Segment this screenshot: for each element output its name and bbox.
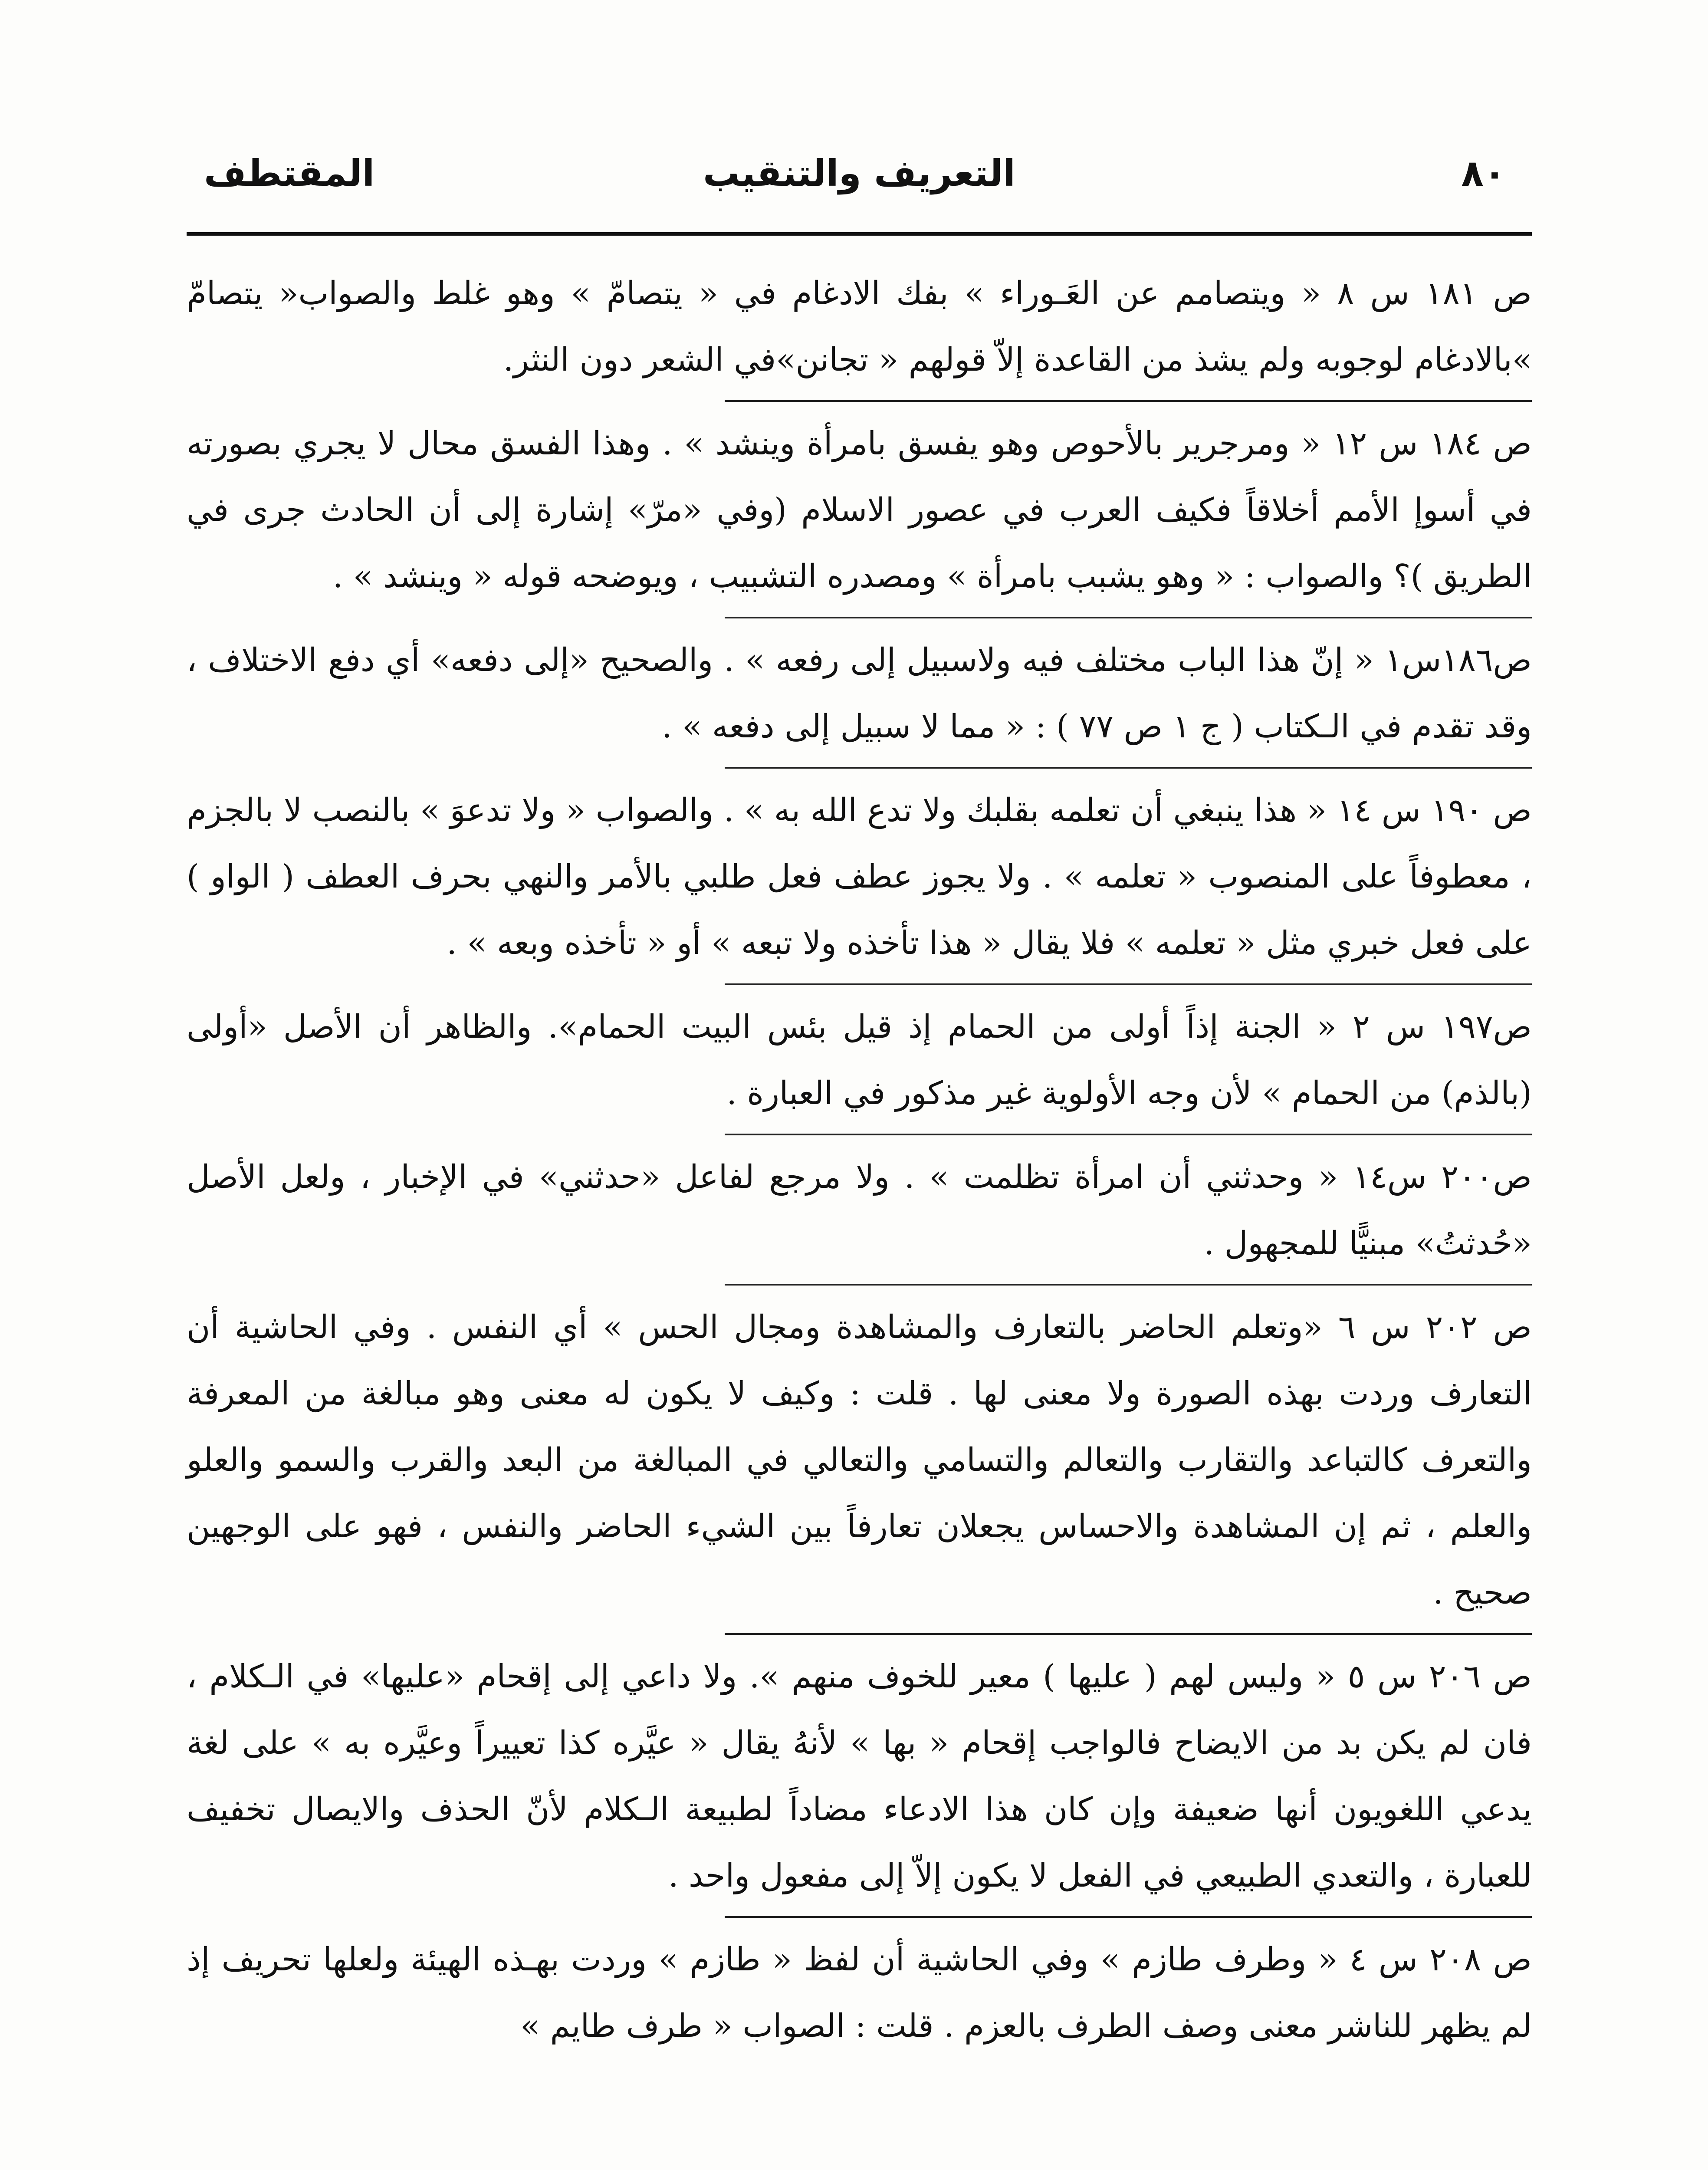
entry-text: ص١٩٧ س ٢ « الجنة إذاً أولى من الحمام إذ قيل بئس البيت الحمام». والظاهر أن الأصل «أولى (بالذم) من الحمام » لأن وجه الأولوية غير مذكور في العبارة . <box>187 1008 1532 1112</box>
entry-text: ص١٨٦س١ « إنّ هذا الباب مختلف فيه ولاسبيل إلى رفعه » . والصحيح «إلى دفعه» أي دفع الاختلاف ، وقد تقدم في الـكتاب ( ج ١ ص ٧٧ ) : « مما لا سبيل إلى دفعه » . <box>187 641 1532 745</box>
article-body <box>187 260 1532 2059</box>
entry-text: ص ٢٠٨ س ٤ « وطرف طازم » وفي الحاشية أن لفظ « طازم » وردت بهـذه الهيئة ولعلها تحريف إذ لم يظهر للناشر معنى وصف الطرف بالعزم . قلت : الصواب « طرف طايم » <box>187 1941 1532 2045</box>
entry-divider <box>725 400 1532 402</box>
entry-paragraph <box>187 1927 1532 2059</box>
journal-name: المقتطف <box>204 152 375 194</box>
entry-text: ص ١٨١ س ٨ « ويتصامم عن العَـوراء » بفك الادغام في « يتصامّ » وهو غلط والصواب« يتصامّ »بالادغام لوجوبه ولم يشذ من القاعدة إلاّ قولهم « تجانن»في الشعر دون النثر. <box>187 275 1532 378</box>
entry-text: ص٢٠٠ س١٤ « وحدثني أن امرأة تظلمت » . ولا مرجع لفاعل «حدثني» في الإخبار ، ولعل الأصل «حُدثتُ» مبنيًّا للمجهول . <box>187 1158 1532 1262</box>
entry-paragraph <box>187 1644 1532 1909</box>
entry-paragraph <box>187 260 1532 393</box>
entry-divider <box>725 1633 1532 1635</box>
entry-text: ص ١٨٤ س ١٢ « ومرجرير بالأحوص وهو يفسق بامرأة وينشد » . وهذا الفسق محال لا يجري بصورته في أسوإ الأمم أخلاقاً فكيف العرب في عصور الاسلام (وفي «مرّ» إشارة إلى أن الحادث جرى في الطريق )؟ والصواب : « وهو يشبب بامرأة » ومصدره التشبيب ، ويوضحه قوله « وينشد » . <box>187 425 1532 595</box>
page <box>187 143 1532 2045</box>
entry-paragraph <box>187 777 1532 976</box>
entry-paragraph <box>187 411 1532 610</box>
page-number: ٨٠ <box>1461 152 1506 194</box>
entry-text: ص ٢٠٦ س ٥ « وليس لهم ( عليها ) معير للخوف منهم ». ولا داعي إلى إقحام «عليها» في الـكلام ، فان لم يكن بد من الايضاح فالواجب إقحام « بها » لأنهُ يقال « عيَّره كذا تعييراً وعيَّره به » على لغة يدعي اللغويون أنها ضعيفة وإن كان هذا الادعاء مضاداً لطبيعة الـكلام لأنّ الحذف والايصال تخفيف للعبارة ، والتعدي الطبيعي في الفعل لا يكون إلاّ إلى مفعول واحد . <box>187 1658 1532 1894</box>
entry-divider <box>725 1284 1532 1286</box>
entry-divider <box>725 983 1532 985</box>
entry-text: ص ٢٠٢ س ٦ «وتعلم الحاضر بالتعارف والمشاهدة ومجال الحس » أي النفس . وفي الحاشية أن التعارف وردت بهذه الصورة ولا معنى لها . قلت : وكيف لا يكون له معنى وهو مبالغة من المعرفة والتعرف كالتباعد والتقارب والتعالم والتسامي والتعالي في المبالغة من البعد والقرب والسمو والعلو والعلم ، ثم إن المشاهدة والاحساس يجعلان تعارفاً بين الشيء الحاضر والنفس ، فهو على الوجهين صحيح . <box>187 1309 1532 1611</box>
entry-divider <box>725 1134 1532 1135</box>
entry-paragraph <box>187 1294 1532 1626</box>
entry-divider <box>725 617 1532 618</box>
entry-text: ص ١٩٠ س ١٤ « هذا ينبغي أن تعلمه بقلبك ولا تدع الله به » . والصواب « ولا تدعوَ » بالنصب لا بالجزم ، معطوفاً على المنصوب « تعلمه » . ولا يجوز عطف فعل طلبي بالأمر والنهي بحرف العطف ( الواو ) على فعل خبري مثل « تعلمه » فلا يقال « هذا تأخذه ولا تبعه » أو « تأخذه وبعه » . <box>187 792 1532 962</box>
entry-paragraph <box>187 1144 1532 1277</box>
entry-divider <box>725 767 1532 769</box>
entry-paragraph <box>187 627 1532 760</box>
page-header <box>187 143 1532 204</box>
running-title: التعريف والتنقيب <box>703 152 1015 194</box>
entry-paragraph <box>187 994 1532 1127</box>
header-rule <box>187 232 1532 236</box>
entry-divider <box>725 1916 1532 1918</box>
